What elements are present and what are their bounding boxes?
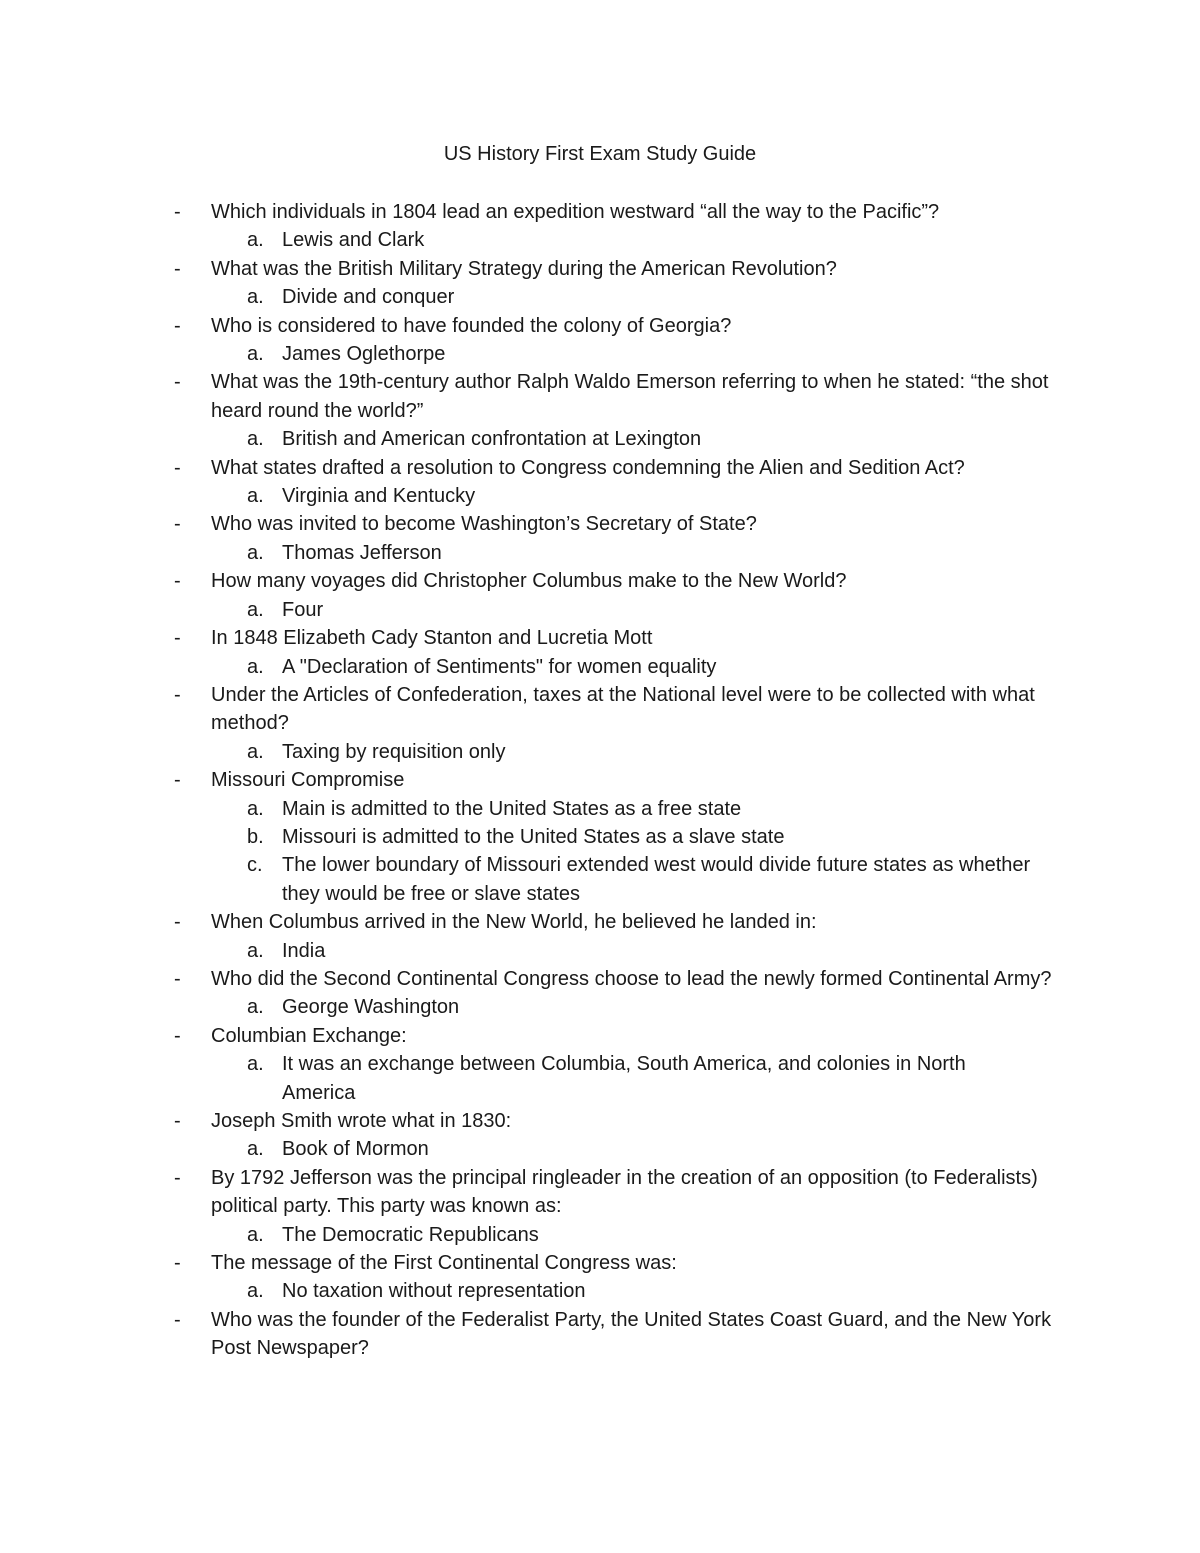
answer-text: Lewis and Clark bbox=[282, 229, 425, 252]
question-text: Joseph Smith wrote what in 1830: bbox=[211, 1110, 512, 1132]
answer-text: Book of Mormon bbox=[282, 1138, 429, 1161]
bullet-dash: - bbox=[174, 1166, 181, 1189]
answer-marker: a. bbox=[247, 1223, 264, 1246]
question-item bbox=[0, 312, 1200, 369]
answer-list bbox=[0, 283, 1200, 311]
bullet-dash: - bbox=[174, 456, 181, 479]
answer-item bbox=[0, 539, 1200, 567]
answer-item bbox=[0, 993, 1200, 1021]
question-text: The message of the First Continental Congress was: bbox=[211, 1252, 677, 1275]
answer-marker: c. bbox=[247, 854, 263, 877]
answer-list bbox=[0, 653, 1200, 681]
question-text: Under the Articles of Confederation, taxes at the National level were to be collected with what method? bbox=[211, 683, 1035, 735]
answer-marker: a. bbox=[247, 1053, 264, 1076]
answer-marker: a. bbox=[247, 598, 264, 621]
question-item bbox=[0, 965, 1200, 1022]
answer-marker: a. bbox=[247, 797, 264, 820]
answer-text: Thomas Jefferson bbox=[282, 541, 442, 564]
question-item bbox=[0, 1306, 1200, 1363]
answer-marker: a. bbox=[247, 343, 264, 366]
answer-list bbox=[0, 1221, 1200, 1249]
answer-marker: a. bbox=[247, 655, 264, 678]
bullet-dash: - bbox=[174, 967, 181, 990]
answer-list bbox=[0, 993, 1200, 1021]
answer-marker: b. bbox=[247, 825, 264, 848]
question-text: When Columbus arrived in the New World, he believed he landed in: bbox=[211, 911, 817, 934]
answer-text: Divide and conquer bbox=[282, 286, 455, 309]
question-item bbox=[0, 1107, 1200, 1164]
bullet-dash: - bbox=[174, 371, 181, 394]
bullet-dash: - bbox=[174, 627, 181, 650]
question-item bbox=[0, 908, 1200, 965]
answer-marker: a. bbox=[247, 1280, 264, 1303]
question-item bbox=[0, 255, 1200, 312]
answer-text: George Washington bbox=[282, 996, 460, 1019]
question-item bbox=[0, 198, 1200, 255]
bullet-dash: - bbox=[174, 257, 181, 280]
question-text: Who was the founder of the Federalist Party, the United States Coast Guard, and the New York Post Newspaper? bbox=[211, 1308, 1052, 1360]
answer-text: It was an exchange between Columbia, South America, and colonies in North America bbox=[282, 1053, 966, 1104]
question-item bbox=[0, 510, 1200, 567]
answer-item bbox=[0, 937, 1200, 965]
answer-marker: a. bbox=[247, 229, 264, 252]
bullet-dash: - bbox=[174, 683, 181, 706]
answer-item bbox=[0, 1050, 1200, 1107]
answer-item bbox=[0, 738, 1200, 766]
answer-text: The lower boundary of Missouri extended west would divide future states as whether they would be free or slave states bbox=[282, 854, 1031, 905]
answer-text: Main is admitted to the United States as a free state bbox=[282, 797, 742, 820]
answer-list bbox=[0, 226, 1200, 254]
answer-marker: a. bbox=[247, 541, 264, 564]
answer-marker: a. bbox=[247, 996, 264, 1019]
answer-item bbox=[0, 1221, 1200, 1249]
answer-item bbox=[0, 340, 1200, 368]
question-text: How many voyages did Christopher Columbus make to the New World? bbox=[211, 570, 847, 593]
bullet-dash: - bbox=[174, 314, 181, 337]
answer-text: James Oglethorpe bbox=[282, 343, 446, 366]
answer-list bbox=[0, 539, 1200, 567]
bullet-dash: - bbox=[174, 513, 181, 536]
answer-item bbox=[0, 795, 1200, 823]
question-item bbox=[0, 1249, 1200, 1306]
question-text: Which individuals in 1804 lead an expedition westward “all the way to the Pacific”? bbox=[211, 201, 940, 223]
question-item bbox=[0, 567, 1200, 624]
answer-text: The Democratic Republicans bbox=[282, 1223, 539, 1246]
bullet-dash: - bbox=[174, 570, 181, 593]
question-item bbox=[0, 1164, 1200, 1249]
answer-list bbox=[0, 425, 1200, 453]
bullet-dash: - bbox=[174, 911, 181, 934]
answer-text: Four bbox=[282, 598, 324, 621]
bullet-dash: - bbox=[174, 1024, 181, 1047]
question-text: What was the British Military Strategy during the American Revolution? bbox=[211, 257, 837, 280]
bullet-dash: - bbox=[174, 769, 181, 792]
answer-item bbox=[0, 226, 1200, 254]
answer-item bbox=[0, 653, 1200, 681]
question-text: What states drafted a resolution to Congress condemning the Alien and Sedition Act? bbox=[211, 456, 965, 479]
document-title: US History First Exam Study Guide bbox=[443, 143, 757, 165]
answer-item bbox=[0, 283, 1200, 311]
answer-list bbox=[0, 738, 1200, 766]
question-item bbox=[0, 681, 1200, 766]
answer-item bbox=[0, 1135, 1200, 1163]
question-text: Columbian Exchange: bbox=[211, 1024, 407, 1047]
answer-marker: a. bbox=[247, 1138, 264, 1161]
answer-item bbox=[0, 482, 1200, 510]
question-list bbox=[0, 198, 1200, 1363]
answer-marker: a. bbox=[247, 286, 264, 309]
question-text: Missouri Compromise bbox=[211, 769, 405, 792]
answer-text: Missouri is admitted to the United States as a slave state bbox=[282, 825, 785, 848]
answer-text: Taxing by requisition only bbox=[282, 740, 506, 763]
answer-marker: a. bbox=[247, 485, 264, 508]
answer-item bbox=[0, 823, 1200, 851]
bullet-dash: - bbox=[174, 1110, 181, 1132]
question-item bbox=[0, 368, 1200, 453]
answer-marker: a. bbox=[247, 740, 264, 763]
answer-item bbox=[0, 851, 1200, 908]
answer-list bbox=[0, 340, 1200, 368]
question-text: In 1848 Elizabeth Cady Stanton and Lucretia Mott bbox=[211, 627, 653, 650]
bullet-dash: - bbox=[174, 1308, 181, 1331]
answer-item bbox=[0, 425, 1200, 453]
answer-marker: a. bbox=[247, 428, 264, 451]
answer-marker: a. bbox=[247, 939, 264, 962]
question-text: Who was invited to become Washington’s Secretary of State? bbox=[211, 513, 757, 536]
answer-list bbox=[0, 1277, 1200, 1305]
question-item bbox=[0, 1022, 1200, 1107]
answer-list bbox=[0, 1050, 1200, 1107]
answer-text: India bbox=[282, 939, 326, 962]
question-text: By 1792 Jefferson was the principal ringleader in the creation of an opposition (to Federalists) political party. This party was known as: bbox=[211, 1166, 1038, 1218]
question-item bbox=[0, 766, 1200, 908]
question-text: Who is considered to have founded the colony of Georgia? bbox=[211, 314, 732, 337]
answer-list bbox=[0, 1135, 1200, 1163]
answer-item bbox=[0, 1277, 1200, 1305]
bullet-dash: - bbox=[174, 201, 181, 223]
bullet-dash: - bbox=[174, 1252, 181, 1275]
answer-item bbox=[0, 596, 1200, 624]
answer-list bbox=[0, 937, 1200, 965]
answer-list bbox=[0, 795, 1200, 909]
question-item bbox=[0, 624, 1200, 681]
answer-list bbox=[0, 596, 1200, 624]
answer-text: No taxation without representation bbox=[282, 1280, 586, 1303]
answer-list bbox=[0, 482, 1200, 510]
question-item bbox=[0, 454, 1200, 511]
answer-text: A "Declaration of Sentiments" for women equality bbox=[282, 655, 717, 678]
answer-text: Virginia and Kentucky bbox=[282, 485, 476, 508]
answer-text: British and American confrontation at Lexington bbox=[282, 428, 702, 451]
question-text: What was the 19th-century author Ralph Waldo Emerson referring to when he stated: “the shot heard round the world?” bbox=[211, 371, 1049, 422]
question-text: Who did the Second Continental Congress choose to lead the newly formed Continental Army? bbox=[211, 967, 1052, 990]
